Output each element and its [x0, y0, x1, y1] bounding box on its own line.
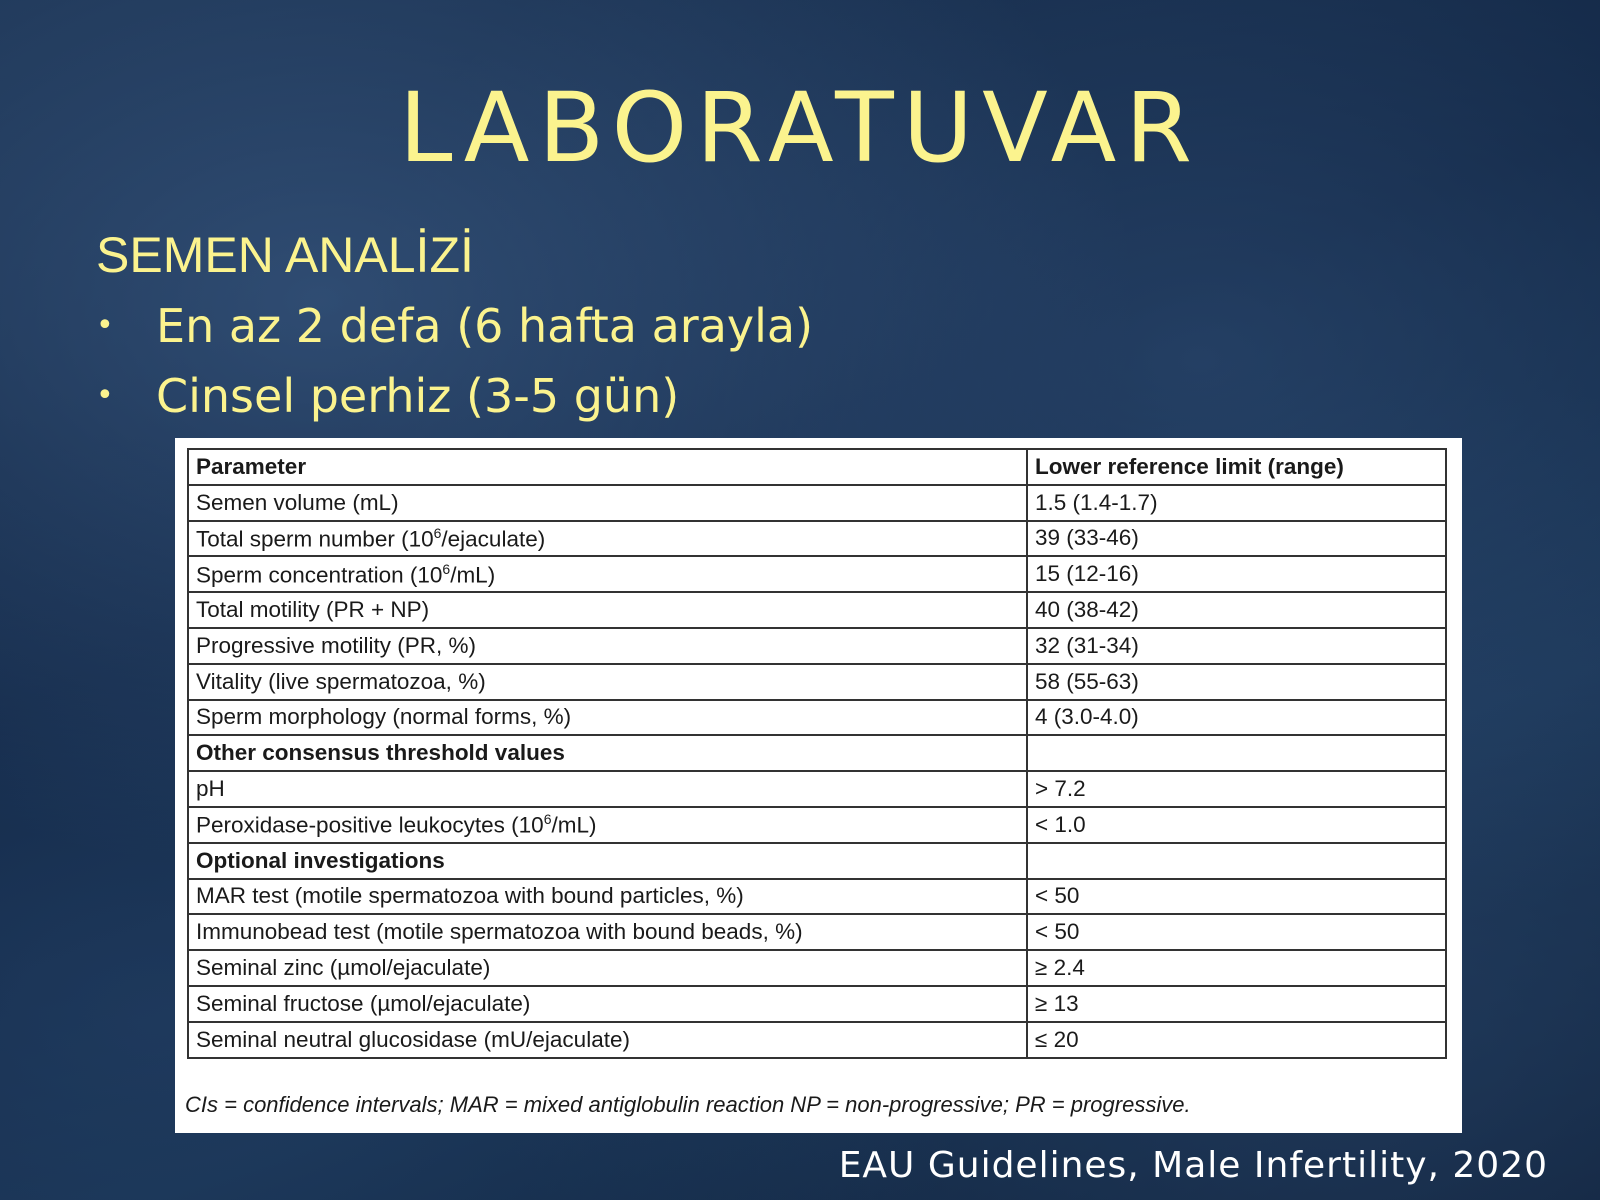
section-label: Other consensus threshold values: [188, 735, 1027, 771]
bullet-icon: •: [96, 377, 114, 413]
parameter-cell: Total motility (PR + NP): [188, 592, 1027, 628]
reference-value-cell: < 50: [1027, 914, 1446, 950]
table-row: [188, 628, 1446, 664]
bullet-text: En az 2 defa (6 hafta arayla): [156, 299, 814, 353]
table-row: [188, 914, 1446, 950]
reference-value-cell: 32 (31-34): [1027, 628, 1446, 664]
table-row: [188, 556, 1446, 592]
table-header-row: [188, 449, 1446, 485]
reference-value-cell: 1.5 (1.4-1.7): [1027, 485, 1446, 521]
parameter-cell: [188, 521, 1027, 557]
parameter-text: Sperm concentration (10: [196, 562, 443, 588]
table-row: [188, 485, 1446, 521]
section-empty-cell: [1027, 735, 1446, 771]
parameter-unit: /ejaculate): [441, 526, 546, 552]
parameter-cell: Seminal fructose (µmol/ejaculate): [188, 986, 1027, 1022]
table-section-row: [188, 735, 1446, 771]
bullet-item: [96, 296, 813, 366]
superscript-exponent: 6: [433, 524, 442, 541]
parameter-cell: [188, 556, 1027, 592]
reference-value-cell: > 7.2: [1027, 771, 1446, 807]
superscript-exponent: 6: [543, 811, 552, 828]
reference-table-panel: [175, 438, 1462, 1133]
parameter-cell: Semen volume (mL): [188, 485, 1027, 521]
table-section-row: [188, 843, 1446, 879]
reference-value-cell: 39 (33-46): [1027, 521, 1446, 557]
reference-table: [187, 448, 1447, 1059]
parameter-cell: Progressive motility (PR, %): [188, 628, 1027, 664]
bullet-text: Cinsel perhiz (3-5 gün): [156, 369, 680, 423]
header-parameter: Parameter: [188, 449, 1027, 485]
parameter-unit: /mL): [450, 562, 496, 588]
table-row: [188, 771, 1446, 807]
table-row: [188, 700, 1446, 736]
parameter-cell: Seminal zinc (µmol/ejaculate): [188, 950, 1027, 986]
parameter-cell: [188, 807, 1027, 843]
bullet-item: [96, 366, 813, 436]
table-footnote: CIs = confidence intervals; MAR = mixed antiglobulin reaction NP = non-progressive; PR = progressive.: [185, 1092, 1191, 1117]
source-citation: EAU Guidelines, Male Infertility, 2020: [838, 1145, 1548, 1186]
slide-title: LABORATUVAR: [399, 72, 1201, 184]
parameter-unit: /mL): [551, 812, 597, 838]
reference-value-cell: ≥ 2.4: [1027, 950, 1446, 986]
table-row: [188, 664, 1446, 700]
parameter-cell: Seminal neutral glucosidase (mU/ejaculate): [188, 1022, 1027, 1058]
section-subtitle: SEMEN ANALİZİ: [96, 227, 474, 283]
bullet-list: [96, 296, 813, 436]
reference-value-cell: < 1.0: [1027, 807, 1446, 843]
reference-value-cell: ≥ 13: [1027, 986, 1446, 1022]
section-empty-cell: [1027, 843, 1446, 879]
table-row: [188, 879, 1446, 915]
table-row: [188, 521, 1446, 557]
section-label: Optional investigations: [188, 843, 1027, 879]
table-row: [188, 950, 1446, 986]
parameter-cell: Immunobead test (motile spermatozoa with bound beads, %): [188, 914, 1027, 950]
superscript-exponent: 6: [442, 560, 451, 577]
table-row: [188, 592, 1446, 628]
reference-value-cell: 40 (38-42): [1027, 592, 1446, 628]
reference-value-cell: ≤ 20: [1027, 1022, 1446, 1058]
table-row: [188, 1022, 1446, 1058]
header-reference-limit: Lower reference limit (range): [1027, 449, 1446, 485]
parameter-text: Total sperm number (10: [196, 526, 434, 552]
bullet-icon: •: [96, 307, 114, 343]
table-row: [188, 986, 1446, 1022]
reference-value-cell: 4 (3.0-4.0): [1027, 700, 1446, 736]
parameter-text: Peroxidase-positive leukocytes (10: [196, 812, 544, 838]
parameter-cell: MAR test (motile spermatozoa with bound particles, %): [188, 879, 1027, 915]
parameter-cell: Sperm morphology (normal forms, %): [188, 700, 1027, 736]
reference-value-cell: 15 (12-16): [1027, 556, 1446, 592]
parameter-cell: pH: [188, 771, 1027, 807]
reference-value-cell: 58 (55-63): [1027, 664, 1446, 700]
table-row: [188, 807, 1446, 843]
reference-value-cell: < 50: [1027, 879, 1446, 915]
parameter-cell: Vitality (live spermatozoa, %): [188, 664, 1027, 700]
